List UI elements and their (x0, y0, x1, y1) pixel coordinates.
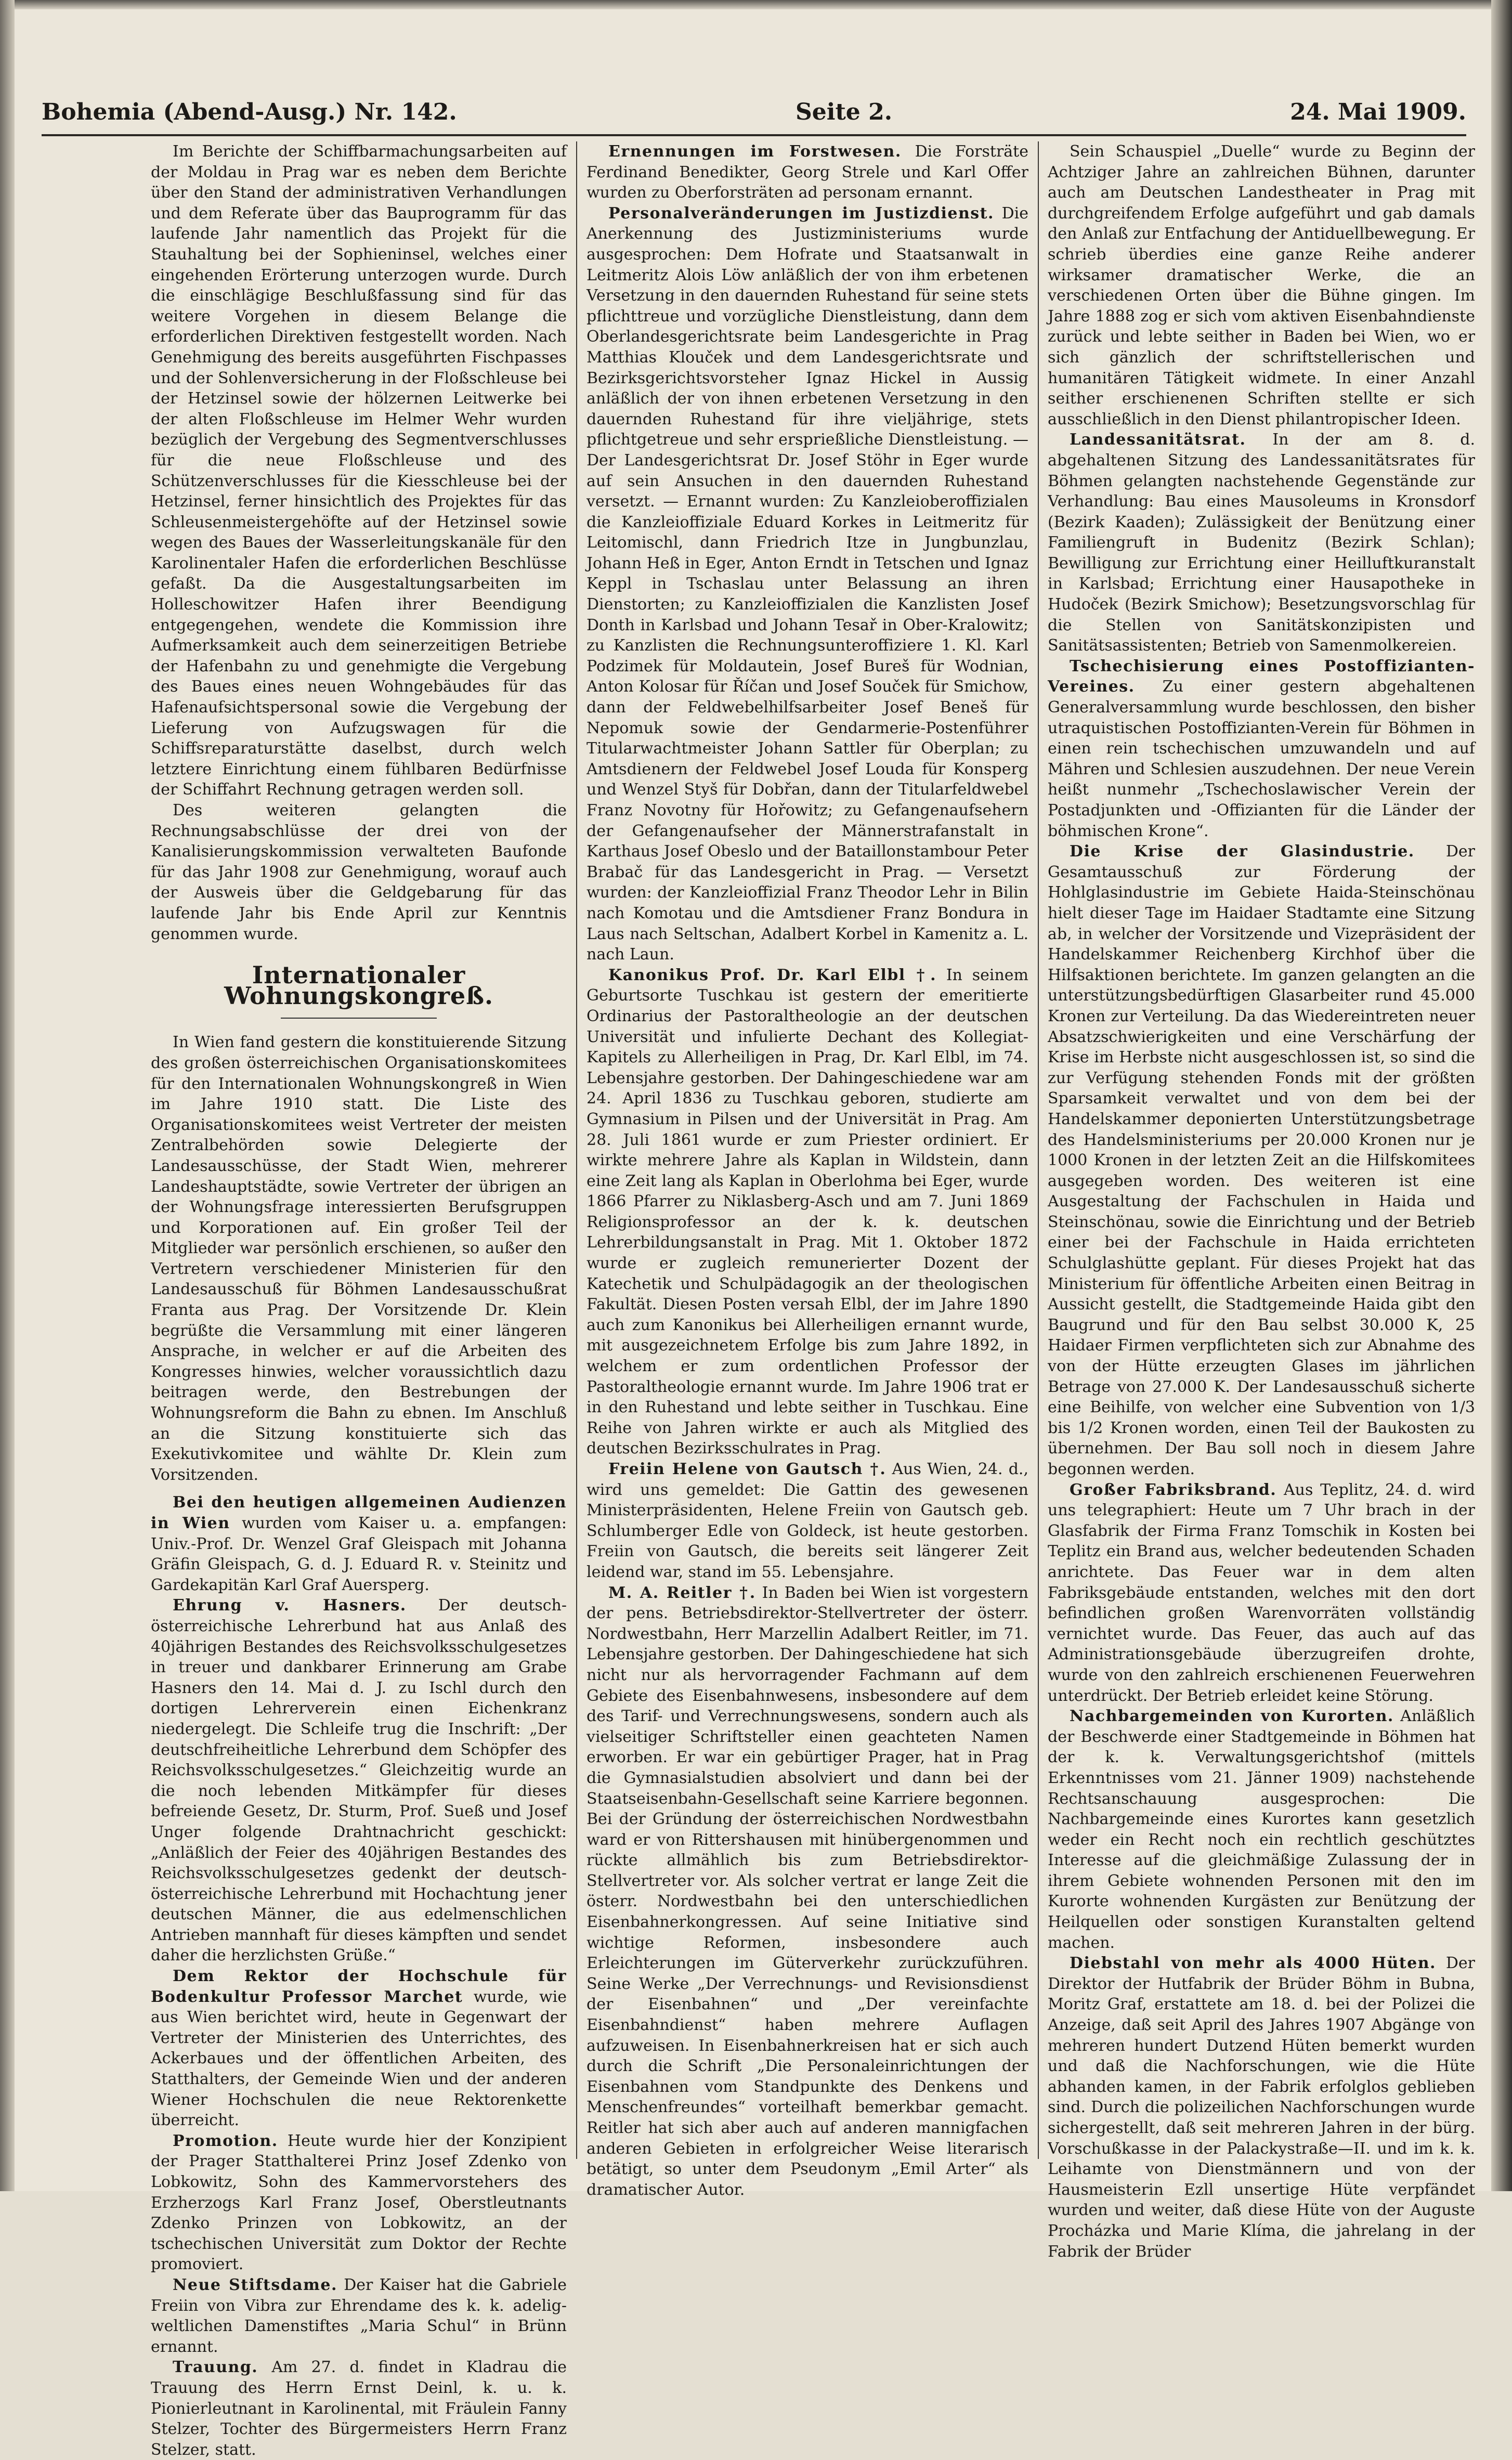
column-1 (151, 141, 567, 2459)
header-publication: Bohemia (Abend-Ausg.) Nr. 142. (42, 99, 457, 125)
article-body: wurden vom Kaiser u. a. empfangen: Univ.-Prof. Dr. Wenzel Graf Gleispach mit Johanna Gräfin Gleispach, G. d. J. Eduard R. v. Steinitz und Gardekapitän Karl Graf Auersperg. (151, 1514, 567, 1594)
article-heading: Kanonikus Prof. Dr. Karl Elbl †. (608, 966, 937, 984)
article-heading: Dem Rektor der Hochschule für Bodenkultur Professor Marchet (151, 1967, 567, 2006)
article-body: Aus Wien, 24. d., wird uns gemeldet: Die Gattin des gewesenen Ministerpräsidenten, Helene Freiin von Gautsch geb. Schlumberger Edle von Goldeck, ist heute gestorben. Freiin von Gautsch, die bereits seit längerer Zeit leidend war, stand im 55. Lebensjahre. (586, 1460, 1028, 1581)
article-heading: Trauung. (173, 2358, 258, 2377)
section-rule (281, 1018, 437, 1019)
article-elbl (586, 965, 1028, 1459)
article-hasner (151, 1595, 567, 1966)
article-body: Die Forsträte Ferdinand Benedikter, Georg Strele und Karl Offer wurden zu Oberforsträten ad personam ernannt. (586, 142, 1028, 202)
article-audienzen (151, 1492, 567, 1595)
article-postoffizianten (1048, 656, 1475, 841)
article-schiffbarmachung: Im Berichte der Schiffbarmachungsarbeiten auf der Moldau in Prag war es neben dem Berichte über den Stand der administrativen Verhandlungen und dem Referate über das Bauprogramm für das laufende Jahr namentlich das Projekt für die Stauhaltung bei der Sophieninsel, welches einer eingehenden Erörterung unterzogen wurde. Durch die einschlägige Beschlußfassung sind für das weitere Vorgehen in diesem Belange die erforderlichen Direktiven festgestellt worden. Nach Genehmigung des bereits ausgeführten Fischpasses und der Sohlenversicherung in der Floßschleuse bei der Hetzinsel sowie der hölzernen Leitwerke bei der alten Floßschleuse im Helmer Wehr wurden bezüglich der Vergebung des Segmentverschlusses für die neue Floßschleuse und des Schützenverschlusses für die Kiesschleuse bei der Hetzinsel, ferner hinsichtlich des Projektes für das Schleusenmeistergehöfte auf der Hetzinsel sowie wegen des Baues der Wasserleitungskanäle für den Karolinentaler Hafen die erforderlichen Beschlüsse gefaßt. Da die Ausgestaltungsarbeiten im Holleschowitzer Hafen ihrer Beendigung entgegengehen, wendete die Kommission ihre Aufmerksamkeit auch dem seinerzeitigen Betriebe der Hafenbahn zu und genehmigte die Vergebung des Baues eines neuen Wohngebäudes für das Hafenaufsichtspersonal sowie die Vergebung der Lieferung von Aufzugswagen für die Schiffsreparaturstätte daselbst, durch welch letztere Einrichtung einem fühlbaren Bedürfnisse der Schiffahrt Rechnung getragen werden soll. (151, 142, 567, 799)
article-glasindustrie (1048, 841, 1475, 1479)
column-3 (1048, 141, 1476, 2261)
article-landessanitaetsrat (1048, 429, 1475, 656)
column-divider (1038, 141, 1039, 2159)
article-justizdienst (586, 203, 1028, 965)
article-heading: M. A. Reitler †. (608, 1583, 756, 1602)
article-heading: Neue Stiftsdame. (173, 2275, 337, 2294)
article-heading: Tschechisierung eines Postoffizianten-Vereines. (1048, 657, 1475, 696)
article-body: In seinem Geburtsorte Tuschkau ist gestern der emeritierte Ordinarius der Pastoraltheologie an der deutschen Universität und infulierte Dechant des Kollegiat-Kapitels zu Allerheiligen in Prag, Dr. Karl Elbl, im 74. Lebensjahre gestorben. Der Dahingeschiedene war am 24. April 1836 zu Tuschkau geboren, studierte am Gymnasium in Pilsen und der Universität in Prag. Am 28. Juli 1861 wurde er zum Priester ordiniert. Er wirkte mehrere Jahre als Kaplan in Wildstein, dann eine Zeit lang als Kaplan in Oberlohma bei Eger, wurde 1866 Pfarrer zu Niklasberg-Asch und am 7. Juni 1869 Religionsprofessor an der k. k. deutschen Lehrerbildungsanstalt in Prag. Mit 1. Oktober 1872 wurde er zugleich remunerierter Dozent der Katechetik und Schulpädagogik an der theologischen Fakultät. Diesen Posten versah Elbl, der im Jahre 1890 auch zum Kanonikus bei Allerheiligen ernannt wurde, mit ausgezeichnetem Erfolge bis zum Jahre 1892, in welchem er zum ordentlichen Professor der Pastoraltheologie ernannt wurde. Im Jahre 1906 trat er in den Ruhestand und lebte seither in Tuschkau. Eine Reihe von Jahren wirkte er auch als Mitglied des deutschen Bezirksschulrates in Prag. (586, 966, 1028, 1458)
article-body: wurde, wie aus Wien berichtet wird, heute in Gegenwart der Vertreter der Ministerien des Unterrichtes, des Ackerbaues und der öffentlichen Arbeiten, des Statthalters, der Gemeinde Wien und der anderen Wiener Hochschulen die neue Rektorenkette überreicht. (151, 1987, 567, 2130)
article-body: Heute wurde hier der Konzipient der Prager Statthalterei Prinz Josef Zdenko von Lobkowitz, Sohn des Kammervorstehers des Erzherzogs Karl Franz Josef, Oberstleutnants Zdenko Prinzen von Lobkowitz, an der tschechischen Universität zum Doktor der Rechte promoviert. (151, 2131, 567, 2274)
article-body: Die Anerkennung des Justizministeriums wurde ausgesprochen: Dem Hofrate und Staatsanwalt in Leitmeritz Alois Löw anläßlich der von ihm erbetenen Versetzung in den dauernden Ruhestand für seine stets pflichttreue und vorzügliche Dienstleistung, dann dem Oberlandesgerichtsrate beim Landesgerichte in Prag Matthias Klouček und dem Landesgerichtsrate und Bezirksgerichtsvorsteher Ignaz Hickel in Aussig anläßlich der von ihnen erbetenen Versetzung in den dauernden Ruhestand für ihre vieljährige, stets pflichtgetreue und sehr ersprießliche Dienstleistung. — Der Landesgerichtsrat Dr. Josef Stöhr in Eger wurde auf sein Ansuchen in den dauernden Ruhestand versetzt. — Ernannt wurden: Zu Kanzleioberoffizialen die Kanzleioffiziale Eduard Korkes in Leitmeritz für Leitomischl, dann Friedrich Itze in Jungbunzlau, Johann Heß in Eger, Anton Erndt in Tetschen und Ignaz Keppl in Tschaslau unter Belassung an ihren Dienstorten; zu Kanzleioffizialen die Kanzlisten Josef Donth in Karlsbad und Johann Tesař in Ober-Kralowitz; zu Kanzlisten die Rechnungsunteroffiziere 1. Kl. Karl Podzimek für Moldautein, Josef Bureš für Wodnian, Anton Kolosar für Říčan und Josef Souček für Smichow, dann der Feldwebelhilfsarbeiter Josef Beneš für Nepomuk sowie der Gendarmerie-Postenführer Titularwachtmeister Johann Sattler für Oberplan; zu Amtsdienern der Feldwebel Josef Louda für Konsperg und Wenzel Styš für Dobřan, dann der Titularfeldwebel Franz Novotny für Hořowitz; zu Gefangenaufsehern der Gefangenaufseher der Männerstrafanstalt in Karthaus Josef Obeslo und der Bataillonstambour Peter Brabač für das Landesgericht in Prag. — Versetzt wurden: der Kanzleioffizial Franz Theodor Lehr in Bilin nach Komotau und die Amtsdiener Franz Bondura in Laus nach Seltschan, Adalbert Korbel in Kamenitz a. L. nach Laun. (586, 204, 1029, 964)
scan-edge-top (0, 0, 1512, 9)
scan-edge-left (0, 0, 15, 2191)
article-promotion (151, 2131, 567, 2275)
article-heading: Personalveränderungen im Justizdienst. (608, 204, 994, 223)
article-reitler-continued: Sein Schauspiel „Duelle“ wurde zu Beginn der Achtziger Jahre an zahlreichen Bühnen, darunter auch am Deutschen Landestheater in Prag mit durchgreifendem Erfolge aufgeführt und gab damals den Anlaß zur Entfachung der Antiduellbewegung. Er schrieb überdies eine ganze Reihe anderer wirksamer dramatischer Werke, die an verschiedenen Orten über die Bühne gingen. Im Jahre 1888 zog er sich vom aktiven Eisenbahndienste zurück und lebte seither in Baden bei Wien, wo er sich gänzlich der schriftstellerischen und humanitären Tätigkeit widmete. In einer Anzahl seither erschienenen Schriften stellte er sich ausschließlich in den Dienst philantropischer Ideen. (1048, 142, 1475, 428)
article-trauung (151, 2357, 567, 2460)
scan-edge-right (1491, 0, 1512, 2191)
article-body: Der deutsch-österreichische Lehrerbund hat aus Anlaß des 40jährigen Bestandes des Reichsvolksschulgesetzes in treuer und dankbarer Erinnerung am Grabe Hasners den 14. Mai d. J. zu Ischl durch den dortigen Lehrerverein einen Eichenkranz niedergelegt. Die Schleife trug die Inschrift: „Der deutschfreiheitliche Lehrerbund dem Schöpfer des Reichsvolksschulgesetzes.“ Gleichzeitig wurde an die noch lebenden Mitkämpfer für dieses befreiende Gesetz, Dr. Sturm, Prof. Sueß und Josef Unger folgende Drahtnachricht geschickt: „Anläßlich der Feier des 40jährigen Bestandes des Reichsvolksschulgesetzes gedenkt der deutsch-österreichische Lehrerbund mit Hochachtung jener deutschen Männer, die aus edelmenschlichen Antrieben mannhaft für dieses kämpften und sendet daher die herzlichsten Grüße.“ (151, 1596, 567, 1965)
article-heading: Diebstahl von mehr als 4000 Hüten. (1070, 1954, 1436, 1973)
article-rektor (151, 1966, 567, 2131)
article-wohnungskongress: In Wien fand gestern die konstituierende Sitzung des großen österreichischen Organisationskomitees für den Internationalen Wohnungskongreß in Wien im Jahre 1910 statt. Die Liste des Organisationskomitees weist Vertreter der meisten Zentralbehörden sowie Delegierte der Landesausschüsse, der Stadt Wien, mehrerer Landeshauptstädte, sowie Vertreter der übrigen an der Wohnungsfrage interessierten Berufsgruppen und Korporationen auf. Ein großer Teil der Mitglieder war persönlich erschienen, so außer den Vertretern verschiedener Ministerien für den Landesausschuß für Böhmen Landesausschußrat Franta aus Prag. Der Vorsitzende Dr. Klein begrüßte die Versammlung mit einer längeren Ansprache, in welcher er auf die Arbeiten des Kongresses hinwies, welcher voraussichtlich dazu beitragen werde, den Bestrebungen der Wohnungsreform die Bahn zu ebnen. Im Anschluß an die Sitzung konstituierte sich das Exekutivkomitee und wählte Dr. Klein zum Vorsitzenden. (151, 1033, 567, 1484)
article-diebstahl (1048, 1953, 1475, 2262)
article-heading: Ernennungen im Forstwesen. (608, 142, 902, 161)
article-heading: Freiin Helene von Gautsch †. (608, 1460, 887, 1478)
article-reitler (586, 1583, 1028, 2201)
article-heading: Die Krise der Glasindustrie. (1070, 842, 1415, 861)
column-2 (586, 141, 1029, 2199)
article-body: Der Gesamtausschuß zur Förderung der Hohlglasindustrie im Gebiete Haida-Steinschönau hielt dieser Tage im Haidaer Stadtamte eine Sitzung ab, in welcher der Vorsitzende und Vizepräsident der Handelskammer Reichenberg Kirchhof über die Hilfsaktionen berichtete. Im ganzen gelangten an die unterstützungsbedürftigen Glasarbeiter rund 45.000 Kronen zur Verteilung. Da das Wiedereintreten neuer Absatzschwierigkeiten und eine Verschärfung der Krise im Herbste nicht ausgeschlossen ist, so sind die zur Verfügung stehenden Fonds mit der größten Sparsamkeit verwaltet und von dem bei der Handelskammer deponierten Unterstützungsbetrage des Handelsministeriums per 20.000 Kronen nur je 1000 Kronen in der letzten Zeit an die Hilfskomitees ausgegeben worden. Des weiteren ist eine Ausgestaltung der Fachschulen in Haida und Steinschönau, sowie die Einrichtung und der Betrieb einer bei der Fachschule in Haida errichteten Schulglashütte geplant. Für dieses Projekt hat das Ministerium für öffentliche Arbeiten einen Beitrag in Aussicht gestellt, die Stadtgemeinde Haida gibt den Baugrund und für den Bau selbst 30.000 K, 25 Haidaer Firmen verpflichteten sich zur Abnahme des von der Hütte erzeugten Glases im jährlichen Betrage von 27.000 K. Der Landesausschuß sicherte eine Beihilfe, von welcher eine Subvention von 1/3 bis 1/2 Kronen worden, einen Teil der Baukosten zu übernehmen. Der Bau soll noch in diesem Jahre begonnen werden. (1048, 842, 1476, 1478)
article-heading: Bei den heutigen allgemeinen Audienzen in Wien (151, 1493, 567, 1532)
article-kurorte (1048, 1706, 1475, 1953)
article-rechnungsabschluesse: Des weiteren gelangten die Rechnungsabschlüsse der drei von der Kanalisierungskommission verwalteten Baufonde für das Jahr 1908 zur Genehmigung, worauf auch der Ausweis über die Geldgebarung für das laufende Jahr bis Ende April zur Kenntnis genommen wurde. (151, 801, 567, 943)
article-body: Der Kaiser hat die Gabriele Freiin von Vibra zur Ehrendame des k. k. adelig-weltlichen Damenstiftes „Maria Schul“ in Brünn ernannt. (151, 2275, 567, 2356)
column-divider (576, 141, 577, 2159)
article-fabriksbrand (1048, 1480, 1475, 1707)
article-body: Anläßlich der Beschwerde einer Stadtgemeinde in Böhmen hat der k. k. Verwaltungsgerichtshof (mittels Erkenntnisses vom 21. Jänner 1909) nachstehende Rechtsanschauung ausgesprochen: Die Nachbargemeinde eines Kurortes kann gesetzlich weder ein Recht noch ein rechtlich geschütztes Interesse auf die gleichmäßige Zulassung der in ihrem Gebiete wohnenden Personen mit den im Kurorte wohnenden Kurgästen zur Benützung der Heilquellen oder sonstigen Kuranstalten geltend machen. (1048, 1707, 1476, 1952)
header-page-number: Seite 2. (796, 99, 893, 125)
article-body: In der am 8. d. abgehaltenen Sitzung des Landessanitätsrates für Böhmen gelangten nachstehende Gegenstände zur Verhandlung: Bau eines Mausoleums in Kronsdorf (Bezirk Kaaden); Zulässigkeit der Benützung einer Familiengruft in Budenitz (Bezirk Schlan); Bewilligung zur Errichtung einer Heilluftkuranstalt in Karlsbad; Errichtung einer Hausapotheke in Hudoček (Bezirk Smichow); Besetzungsvorschlag für die Stellen von Sanitätskonzipisten und Sanitätsassistenten; Betrieb von Samenmolkereien. (1048, 431, 1475, 655)
header-rule (42, 134, 1466, 136)
header-date: 24. Mai 1909. (1290, 99, 1466, 125)
article-heading: Großer Fabriksbrand. (1070, 1480, 1277, 1499)
article-heading: Nachbargemeinden von Kurorten. (1070, 1707, 1394, 1726)
section-title-wohnungskongress: Internationaler Wohnungskongreß. (224, 961, 493, 1010)
article-forstwesen (586, 141, 1028, 203)
article-body: Zu einer gestern abgehaltenen Generalversammlung wurde beschlossen, den bisher utraquistischen Postoffizianten-Verein für Böhmen in einen rein tschechischen umzuwandeln und auf Mähren und Schlesien auszudehnen. Der neue Verein heißt nunmehr „Tschechoslawischer Verein der Postadjunkten und -Offizianten für die Länder der böhmischen Krone“. (1048, 678, 1475, 840)
article-gautsch (586, 1459, 1028, 1583)
article-heading: Promotion. (173, 2131, 278, 2150)
article-body: Aus Teplitz, 24. d. wird uns telegraphiert: Heute um 7 Uhr brach in der Glasfabrik der Firma Franz Tomschik in Kosten bei Teplitz ein Brand aus, welcher bedeutenden Schaden anrichtete. Das Feuer war in dem alten Fabriksgebäude entstanden, welches mit den dort befindlichen großen Warenvorräten vollständig vernichtet wurde. Das Feuer, das auch auf das Administrationsgebäude überzugreifen drohte, wurde von den zahlreich erschienenen Feuerwehren unterdrückt. Der Betrieb erleidet keine Störung. (1048, 1480, 1475, 1705)
article-heading: Ehrung v. Hasners. (173, 1596, 407, 1615)
article-heading: Landessanitätsrat. (1070, 431, 1246, 449)
article-body: Am 27. d. findet in Kladrau die Trauung des Herrn Ernst Deinl, k. u. k. Pionierleutnant in Karolinental, mit Fräulein Fanny Stelzer, Tochter des Bürgermeisters Herrn Franz Stelzer, statt. (151, 2358, 567, 2459)
article-body: Der Direktor der Hutfabrik der Brüder Böhm in Bubna, Moritz Graf, erstattete am 18. d. bei der Polizei die Anzeige, daß seit April des Jahres 1907 Abgänge von mehreren hundert Dutzend Hüten bemerkt wurden und daß die Nachforschungen, wie die Hüte abhanden kamen, in der Fabrik erfolglos geblieben sind. Durch die polizeilichen Nachforschungen wurde sichergestellt, daß seit mehreren Jahren in der bürg. Vorschußkasse in der Palackystraße—II. und im k. k. Leihamte von Dienstmännern und von der Hausmeisterin Ezll unsertige Hüte verpfändet wurden und weiter, daß diese Hüte von der Auguste Procházka und Marie Klíma, die jahrelang in der Fabrik der Brüder (1048, 1954, 1475, 2261)
page-header (42, 99, 1466, 135)
article-body: In Baden bei Wien ist vorgestern der pens. Betriebsdirektor-Stellvertreter der österr. Nordwestbahn, Herr Marzellin Adalbert Reitler, im 71. Lebensjahre gestorben. Der Dahingeschiedene hat sich nicht nur als hervorragender Fachmann auf dem Gebiete des Eisenbahnwesens, insbesondere auf dem des Tarif- und Verrechnungswesens, sondern auch als vielseitiger Schriftsteller einen geachteten Namen erworben. Er war ein gebürtiger Prager, hat in Prag die Gymnasialstudien absolviert und dann bei der Staatseisenbahn-Gesellschaft seine Karriere begonnen. Bei der Gründung der österreichischen Nordwestbahn ward er von Rittershausen mit hinübergenommen und rückte allmählich bis zum Betriebsdirektor-Stellvertreter vor. Als solcher vertrat er lange Zeit die österr. Nordwestbahn bei den unterschiedlichen Eisenbahnerkongressen. Auf seine Initiative sind wichtige Reformen, insbesondere auch Erleichterungen im Güterverkehr zurückzuführen. Seine Werke „Der Verrechnungs- und Revisionsdienst der Eisenbahnen“ und „Der vereinfachte Eisenbahndienst“ haben mehrere Auflagen aufzuweisen. In Eisenbahnerkreisen hat er sich auch durch die Schrift „Die Personaleinrichtungen der Eisenbahnen vom Standpunkte des Denkens und Menschenfreundes“ vorteilhaft bemerkbar gemacht. Reitler hat sich aber auch auf anderen mannigfachen anderen Gebieten in erfolgreicher Weise literarisch betätigt, so unter dem Pseudonym „Emil Arter“ als dramatischer Autor. (586, 1583, 1028, 2199)
article-stiftsdame (151, 2275, 567, 2357)
